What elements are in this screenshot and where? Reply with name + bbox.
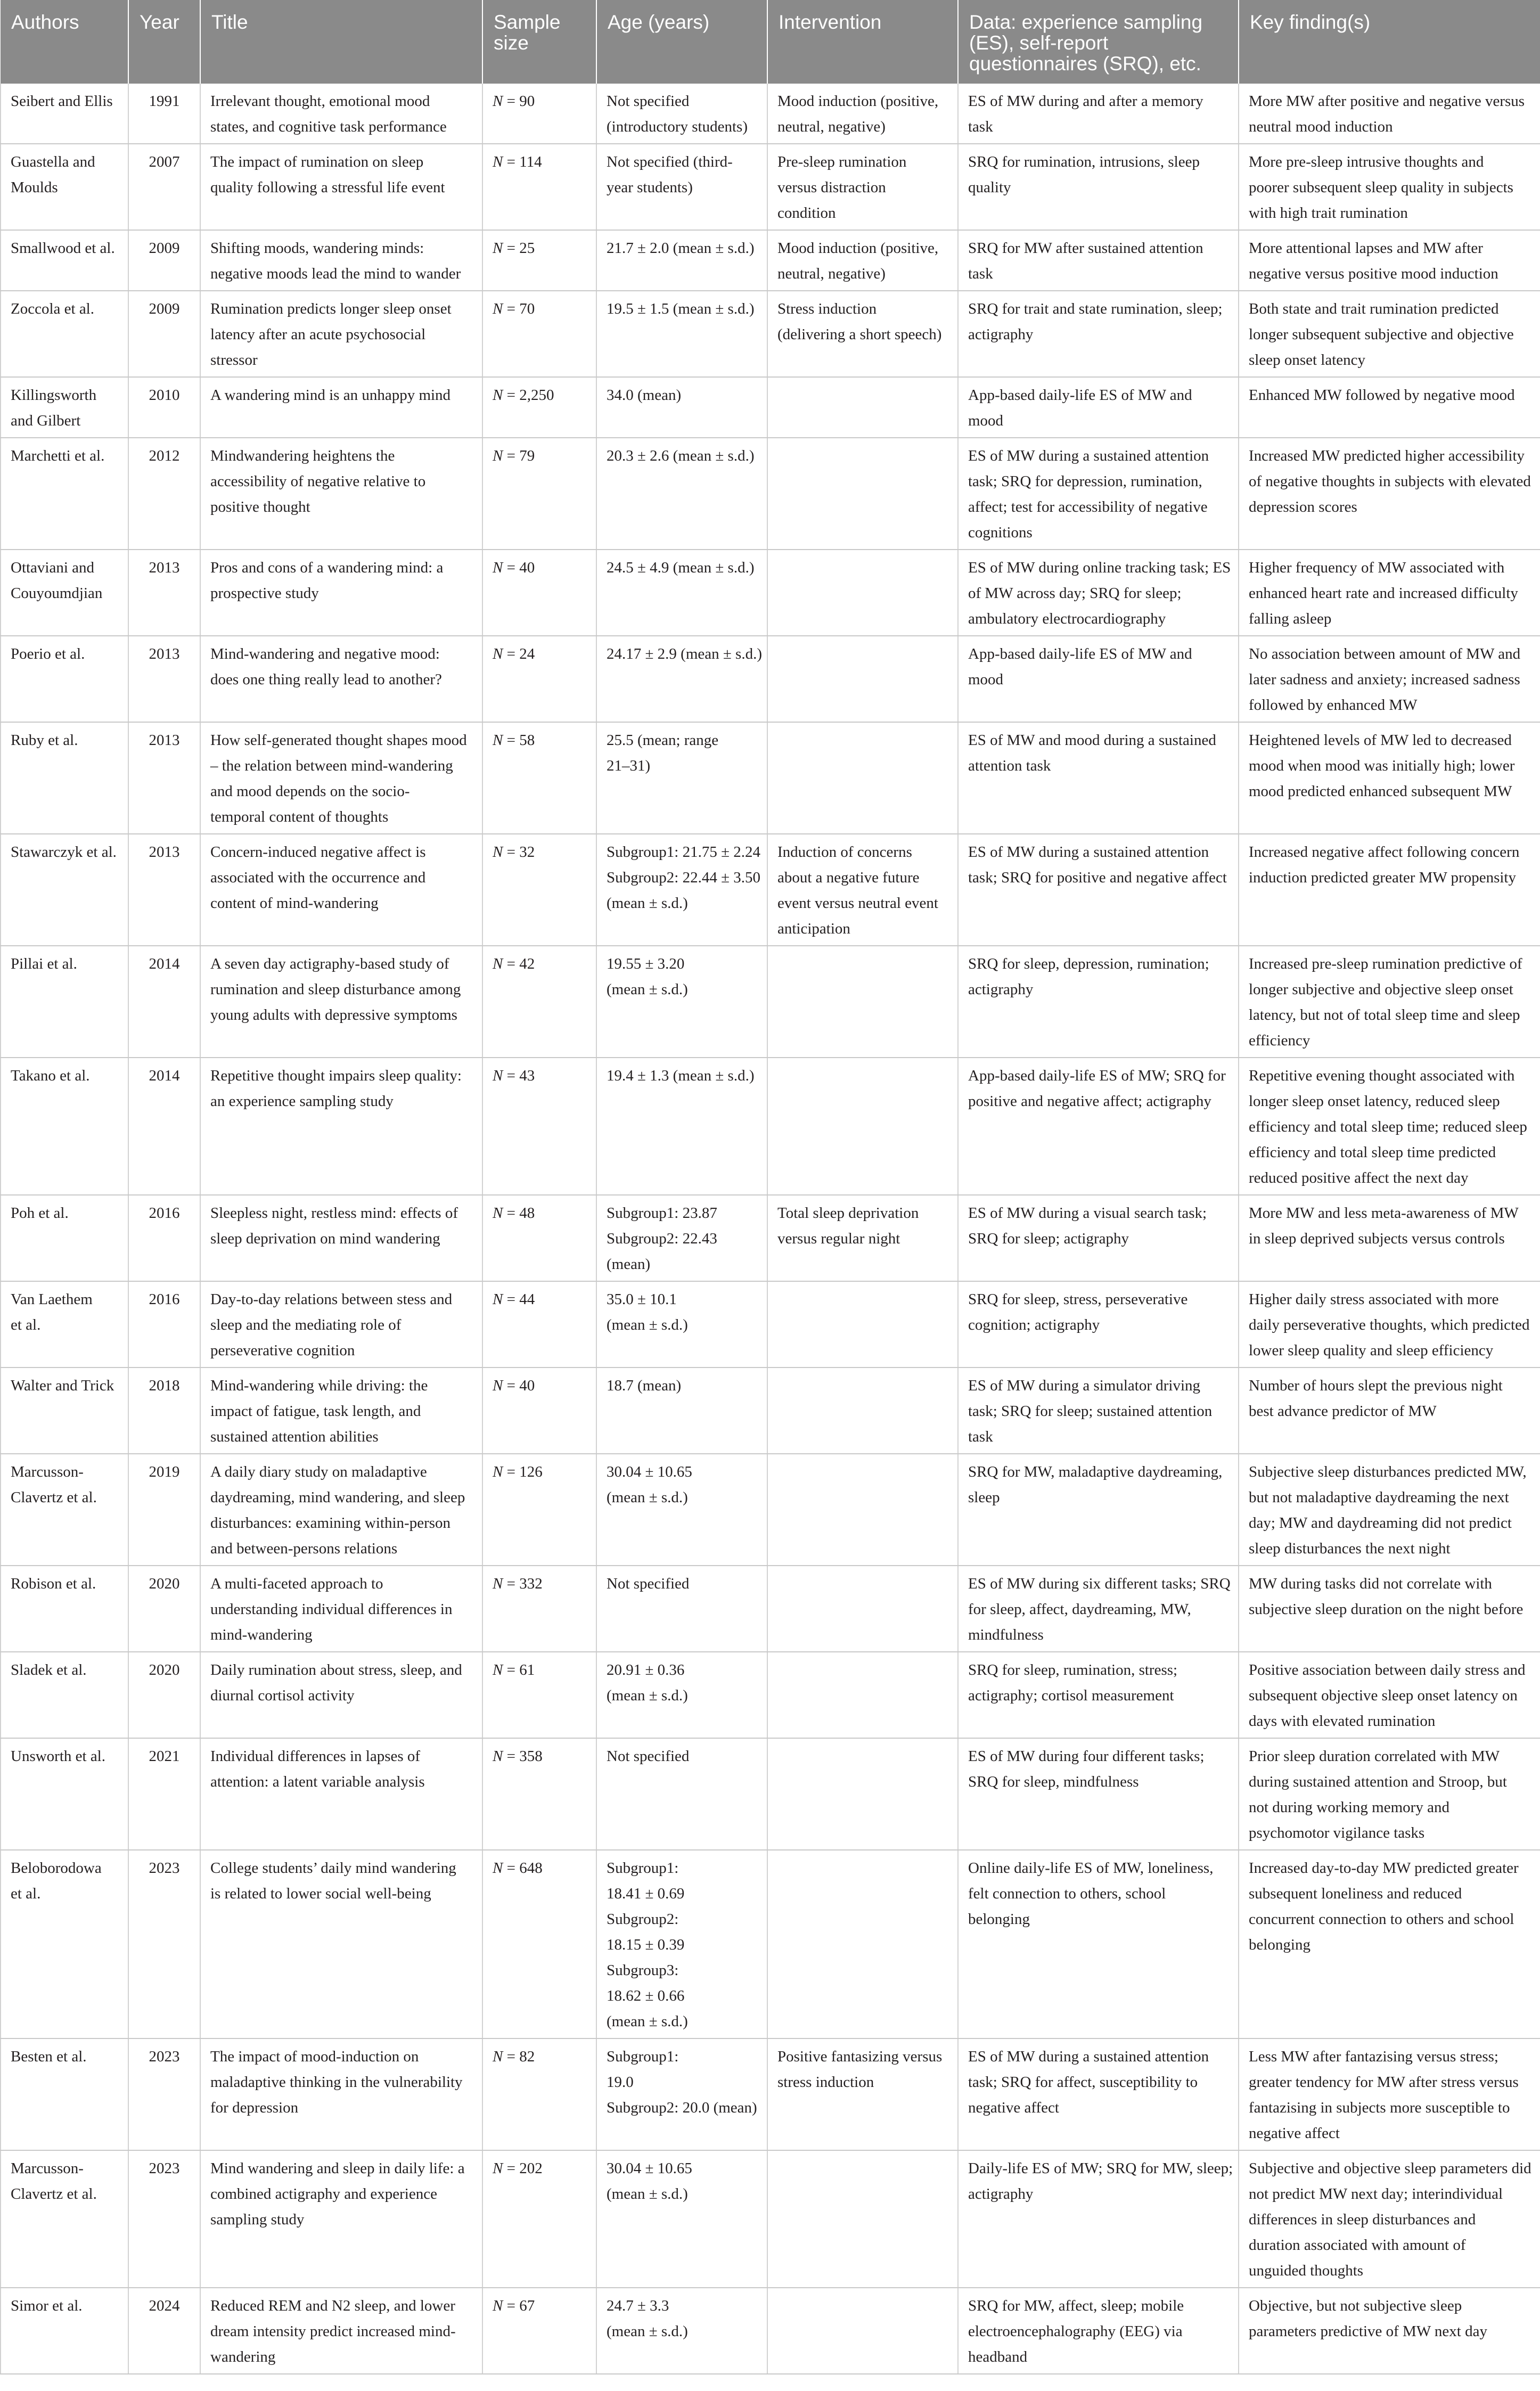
cell-key-findings: No association between amount of MW and later sadness and anxiety; increased sadness followed by enhanced MW	[1239, 636, 1540, 722]
cell-data: ES of MW during four different tasks; SRQ for sleep, mindfulness	[958, 1738, 1239, 1850]
cell-key-findings: Less MW after fantazising versus stress; greater tendency for MW after stress versus fantazising in subjects more susceptible to negative affect	[1239, 2038, 1540, 2150]
cell-data: SRQ for sleep, stress, perseverative cognition; actigraphy	[958, 1281, 1239, 1368]
table-row	[1, 1281, 1540, 1368]
sample-symbol: N	[493, 1067, 503, 1084]
cell-authors: Simor et al.	[1, 2288, 128, 2374]
table-row	[1, 550, 1540, 636]
sample-symbol: N	[493, 387, 503, 404]
cell-key-findings: Increased pre-sleep rumination predictive of longer subjective and objective sleep onset latency, but not of total sleep time and sleep efficiency	[1239, 946, 1540, 1058]
cell-sample-size: N = 24	[482, 636, 596, 722]
cell-title: Mind wandering and sleep in daily life: a combined actigraphy and experience sampling study	[200, 2150, 482, 2288]
cell-data: SRQ for rumination, intrusions, sleep quality	[958, 144, 1239, 230]
cell-year: 2020	[128, 1652, 200, 1738]
cell-year: 2014	[128, 1058, 200, 1195]
cell-authors: Ruby et al.	[1, 722, 128, 834]
table-body	[1, 84, 1540, 2374]
cell-data: App-based daily-life ES of MW; SRQ for positive and negative affect; actigraphy	[958, 1058, 1239, 1195]
table-row	[1, 1850, 1540, 2038]
cell-year: 2013	[128, 834, 200, 946]
table-row	[1, 1652, 1540, 1738]
cell-data: Online daily-life ES of MW, loneliness, felt connection to others, school belonging	[958, 1850, 1239, 2038]
cell-data: SRQ for MW, maladaptive daydreaming, sleep	[958, 1454, 1239, 1566]
sample-symbol: N	[493, 1463, 503, 1480]
cell-key-findings: More pre-sleep intrusive thoughts and poorer subsequent sleep quality in subjects with high trait rumination	[1239, 144, 1540, 230]
cell-authors: Takano et al.	[1, 1058, 128, 1195]
cell-key-findings: Increased negative affect following concern induction predicted greater MW propensity	[1239, 834, 1540, 946]
cell-sample-size: N = 79	[482, 438, 596, 550]
sample-symbol: N	[493, 1748, 503, 1765]
cell-age: Subgroup1: 23.87 Subgroup2: 22.43 (mean)	[596, 1195, 767, 1281]
cell-authors: Robison et al.	[1, 1566, 128, 1652]
cell-sample-size: N = 25	[482, 230, 596, 291]
cell-sample-size: N = 358	[482, 1738, 596, 1850]
cell-intervention	[767, 1566, 958, 1652]
cell-age: Subgroup1: 21.75 ± 2.24 Subgroup2: 22.44 ± 3.50 (mean ± s.d.)	[596, 834, 767, 946]
table-row	[1, 1368, 1540, 1454]
sample-symbol: N	[493, 1575, 503, 1592]
cell-title: Irrelevant thought, emotional mood states, and cognitive task performance	[200, 84, 482, 144]
cell-age: 30.04 ± 10.65 (mean ± s.d.)	[596, 1454, 767, 1566]
cell-sample-size: N = 42	[482, 946, 596, 1058]
cell-intervention	[767, 722, 958, 834]
cell-sample-size: N = 43	[482, 1058, 596, 1195]
cell-age: Subgroup1: 19.0 Subgroup2: 20.0 (mean)	[596, 2038, 767, 2150]
cell-authors: Zoccola et al.	[1, 291, 128, 377]
cell-intervention: Mood induction (positive, neutral, negative)	[767, 230, 958, 291]
cell-title: Concern-induced negative affect is associated with the occurrence and content of mind-wandering	[200, 834, 482, 946]
cell-authors: Marcusson- Clavertz et al.	[1, 1454, 128, 1566]
cell-data: Daily-life ES of MW; SRQ for MW, sleep; actigraphy	[958, 2150, 1239, 2288]
cell-title: Daily rumination about stress, sleep, and diurnal cortisol activity	[200, 1652, 482, 1738]
cell-sample-size: N = 40	[482, 550, 596, 636]
cell-sample-size: N = 202	[482, 2150, 596, 2288]
cell-authors: Ottaviani and Couyoumdjian	[1, 550, 128, 636]
cell-year: 2023	[128, 2038, 200, 2150]
header-authors: Authors	[1, 0, 128, 84]
cell-intervention: Pre-sleep rumination versus distraction condition	[767, 144, 958, 230]
sample-symbol: N	[493, 300, 503, 317]
cell-age: 19.5 ± 1.5 (mean ± s.d.)	[596, 291, 767, 377]
sample-symbol: N	[493, 1291, 503, 1308]
cell-key-findings: Enhanced MW followed by negative mood	[1239, 377, 1540, 438]
cell-age: 24.7 ± 3.3 (mean ± s.d.)	[596, 2288, 767, 2374]
cell-age: 30.04 ± 10.65 (mean ± s.d.)	[596, 2150, 767, 2288]
cell-key-findings: Higher frequency of MW associated with enhanced heart rate and increased difficulty falling asleep	[1239, 550, 1540, 636]
cell-intervention	[767, 1368, 958, 1454]
header-data: Data: experience sampling (ES), self-report questionnaires (SRQ), etc.	[958, 0, 1239, 84]
cell-sample-size: N = 67	[482, 2288, 596, 2374]
cell-year: 2024	[128, 2288, 200, 2374]
cell-intervention: Mood induction (positive, neutral, negative)	[767, 84, 958, 144]
cell-sample-size: N = 32	[482, 834, 596, 946]
cell-title: Reduced REM and N2 sleep, and lower dream intensity predict increased mind- wandering	[200, 2288, 482, 2374]
sample-symbol: N	[493, 447, 503, 464]
table-row	[1, 1566, 1540, 1652]
cell-year: 2020	[128, 1566, 200, 1652]
table-row	[1, 946, 1540, 1058]
cell-authors: Pillai et al.	[1, 946, 128, 1058]
cell-title: The impact of mood-induction on maladaptive thinking in the vulnerability for depression	[200, 2038, 482, 2150]
cell-age: Not specified (third- year students)	[596, 144, 767, 230]
sample-symbol: N	[493, 2048, 503, 2065]
cell-data: App-based daily-life ES of MW and mood	[958, 377, 1239, 438]
cell-title: College students’ daily mind wandering is related to lower social well-being	[200, 1850, 482, 2038]
cell-authors: Marcusson- Clavertz et al.	[1, 2150, 128, 2288]
table-row	[1, 2288, 1540, 2374]
cell-age: 20.91 ± 0.36 (mean ± s.d.)	[596, 1652, 767, 1738]
cell-intervention: Stress induction (delivering a short speech)	[767, 291, 958, 377]
cell-intervention: Induction of concerns about a negative future event versus neutral event anticipation	[767, 834, 958, 946]
cell-authors: Guastella and Moulds	[1, 144, 128, 230]
cell-sample-size: N = 648	[482, 1850, 596, 2038]
cell-year: 2014	[128, 946, 200, 1058]
cell-intervention	[767, 1454, 958, 1566]
cell-title: A multi-faceted approach to understanding individual differences in mind-wandering	[200, 1566, 482, 1652]
table-row	[1, 1738, 1540, 1850]
header-year: Year	[128, 0, 200, 84]
header-intervention: Intervention	[767, 0, 958, 84]
sample-symbol: N	[493, 559, 503, 576]
cell-intervention	[767, 2150, 958, 2288]
cell-key-findings: MW during tasks did not correlate with subjective sleep duration on the night before	[1239, 1566, 1540, 1652]
cell-age: 24.5 ± 4.9 (mean ± s.d.)	[596, 550, 767, 636]
table-row	[1, 722, 1540, 834]
table-row	[1, 144, 1540, 230]
cell-key-findings: Heightened levels of MW led to decreased mood when mood was initially high; lower mood predicted enhanced subsequent MW	[1239, 722, 1540, 834]
cell-key-findings: Increased day-to-day MW predicted greater subsequent loneliness and reduced concurrent connection to others and school belonging	[1239, 1850, 1540, 2038]
cell-authors: Poh et al.	[1, 1195, 128, 1281]
cell-year: 2016	[128, 1281, 200, 1368]
cell-year: 2019	[128, 1454, 200, 1566]
cell-year: 2010	[128, 377, 200, 438]
cell-key-findings: More attentional lapses and MW after negative versus positive mood induction	[1239, 230, 1540, 291]
cell-intervention	[767, 1850, 958, 2038]
cell-intervention	[767, 2288, 958, 2374]
cell-authors: Walter and Trick	[1, 1368, 128, 1454]
cell-title: Rumination predicts longer sleep onset latency after an acute psychosocial stressor	[200, 291, 482, 377]
cell-year: 1991	[128, 84, 200, 144]
table-row	[1, 84, 1540, 144]
table-row	[1, 438, 1540, 550]
cell-title: The impact of rumination on sleep quality following a stressful life event	[200, 144, 482, 230]
cell-key-findings: Increased MW predicted higher accessibility of negative thoughts in subjects with elevated depression scores	[1239, 438, 1540, 550]
sample-symbol: N	[493, 1661, 503, 1678]
table-row	[1, 1195, 1540, 1281]
cell-key-findings: Subjective sleep disturbances predicted MW, but not maladaptive daydreaming the next day; MW and daydreaming did not predict sleep disturbances the next night	[1239, 1454, 1540, 1566]
cell-intervention	[767, 377, 958, 438]
cell-age: 18.7 (mean)	[596, 1368, 767, 1454]
table-header	[1, 0, 1540, 84]
cell-intervention	[767, 550, 958, 636]
cell-intervention	[767, 946, 958, 1058]
sample-symbol: N	[493, 645, 503, 662]
header-title: Title	[200, 0, 482, 84]
cell-key-findings: More MW after positive and negative versus neutral mood induction	[1239, 84, 1540, 144]
cell-sample-size: N = 126	[482, 1454, 596, 1566]
cell-key-findings: Prior sleep duration correlated with MW during sustained attention and Stroop, but not during working memory and psychomotor vigilance tasks	[1239, 1738, 1540, 1850]
cell-age: Not specified	[596, 1566, 767, 1652]
sample-symbol: N	[493, 1860, 503, 1877]
sample-symbol: N	[493, 844, 503, 861]
cell-age: 19.55 ± 3.20 (mean ± s.d.)	[596, 946, 767, 1058]
cell-data: SRQ for sleep, rumination, stress; actigraphy; cortisol measurement	[958, 1652, 1239, 1738]
cell-data: ES of MW and mood during a sustained attention task	[958, 722, 1239, 834]
cell-age: Subgroup1: 18.41 ± 0.69 Subgroup2: 18.15 ± 0.39 Subgroup3: 18.62 ± 0.66 (mean ± s.d.)	[596, 1850, 767, 2038]
cell-intervention	[767, 1652, 958, 1738]
cell-data: ES of MW during a sustained attention task; SRQ for affect, susceptibility to negative affect	[958, 2038, 1239, 2150]
cell-age: Not specified (introductory students)	[596, 84, 767, 144]
cell-authors: Van Laethem et al.	[1, 1281, 128, 1368]
cell-authors: Beloborodowa et al.	[1, 1850, 128, 2038]
cell-age: Not specified	[596, 1738, 767, 1850]
cell-intervention	[767, 1738, 958, 1850]
cell-sample-size: N = 70	[482, 291, 596, 377]
cell-sample-size: N = 48	[482, 1195, 596, 1281]
cell-key-findings: Positive association between daily stress and subsequent objective sleep onset latency on days with elevated rumination	[1239, 1652, 1540, 1738]
cell-data: ES of MW during a sustained attention task; SRQ for depression, rumination, affect; test for accessibility of negative cognitions	[958, 438, 1239, 550]
cell-data: ES of MW during six different tasks; SRQ for sleep, affect, daydreaming, MW, mindfulness	[958, 1566, 1239, 1652]
table-row	[1, 1454, 1540, 1566]
sample-symbol: N	[493, 93, 503, 110]
sample-symbol: N	[493, 1205, 503, 1222]
cell-key-findings: Subjective and objective sleep parameters did not predict MW next day; interindividual differences in sleep disturbances and duration associated with amount of unguided thoughts	[1239, 2150, 1540, 2288]
cell-sample-size: N = 332	[482, 1566, 596, 1652]
cell-data: ES of MW during a sustained attention task; SRQ for positive and negative affect	[958, 834, 1239, 946]
cell-title: Sleepless night, restless mind: effects of sleep deprivation on mind wandering	[200, 1195, 482, 1281]
cell-age: 20.3 ± 2.6 (mean ± s.d.)	[596, 438, 767, 550]
cell-authors: Besten et al.	[1, 2038, 128, 2150]
cell-authors: Marchetti et al.	[1, 438, 128, 550]
table-row	[1, 2150, 1540, 2288]
sample-symbol: N	[493, 153, 503, 170]
cell-title: Mindwandering heightens the accessibility of negative relative to positive thought	[200, 438, 482, 550]
cell-year: 2007	[128, 144, 200, 230]
cell-year: 2018	[128, 1368, 200, 1454]
cell-age: 21.7 ± 2.0 (mean ± s.d.)	[596, 230, 767, 291]
cell-key-findings: Number of hours slept the previous night best advance predictor of MW	[1239, 1368, 1540, 1454]
cell-sample-size: N = 58	[482, 722, 596, 834]
cell-year: 2009	[128, 291, 200, 377]
cell-authors: Smallwood et al.	[1, 230, 128, 291]
cell-sample-size: N = 82	[482, 2038, 596, 2150]
cell-year: 2013	[128, 550, 200, 636]
cell-authors: Sladek et al.	[1, 1652, 128, 1738]
cell-data: ES of MW during a simulator driving task; SRQ for sleep; sustained attention task	[958, 1368, 1239, 1454]
cell-authors: Seibert and Ellis	[1, 84, 128, 144]
header-key-findings: Key finding(s)	[1239, 0, 1540, 84]
cell-key-findings: Objective, but not subjective sleep parameters predictive of MW next day	[1239, 2288, 1540, 2374]
cell-age: 24.17 ± 2.9 (mean ± s.d.)	[596, 636, 767, 722]
table-row	[1, 377, 1540, 438]
header-row	[1, 0, 1540, 84]
cell-year: 2016	[128, 1195, 200, 1281]
cell-year: 2023	[128, 1850, 200, 2038]
table-row	[1, 834, 1540, 946]
cell-title: Shifting moods, wandering minds: negative moods lead the mind to wander	[200, 230, 482, 291]
cell-data: App-based daily-life ES of MW and mood	[958, 636, 1239, 722]
table-row	[1, 1058, 1540, 1195]
sample-symbol: N	[493, 240, 503, 257]
sample-symbol: N	[493, 1377, 503, 1394]
cell-authors: Poerio et al.	[1, 636, 128, 722]
sample-symbol: N	[493, 732, 503, 749]
cell-data: ES of MW during and after a memory task	[958, 84, 1239, 144]
table-row	[1, 2038, 1540, 2150]
cell-title: Individual differences in lapses of attention: a latent variable analysis	[200, 1738, 482, 1850]
cell-sample-size: N = 61	[482, 1652, 596, 1738]
cell-age: 35.0 ± 10.1 (mean ± s.d.)	[596, 1281, 767, 1368]
cell-data: SRQ for MW after sustained attention task	[958, 230, 1239, 291]
cell-year: 2009	[128, 230, 200, 291]
cell-intervention	[767, 1281, 958, 1368]
sample-symbol: N	[493, 2297, 503, 2314]
cell-data: SRQ for sleep, depression, rumination; actigraphy	[958, 946, 1239, 1058]
cell-title: How self-generated thought shapes mood – the relation between mind-wandering and mood depends on the socio- temporal content of thoughts	[200, 722, 482, 834]
cell-data: SRQ for trait and state rumination, sleep; actigraphy	[958, 291, 1239, 377]
cell-key-findings: More MW and less meta-awareness of MW in sleep deprived subjects versus controls	[1239, 1195, 1540, 1281]
cell-data: ES of MW during online tracking task; ES of MW across day; SRQ for sleep; ambulatory electrocardiography	[958, 550, 1239, 636]
cell-key-findings: Both state and trait rumination predicted longer subsequent subjective and objective sleep onset latency	[1239, 291, 1540, 377]
cell-age: 34.0 (mean)	[596, 377, 767, 438]
table-row	[1, 291, 1540, 377]
cell-intervention	[767, 1058, 958, 1195]
cell-year: 2021	[128, 1738, 200, 1850]
sample-symbol: N	[493, 955, 503, 972]
cell-intervention: Positive fantasizing versus stress induction	[767, 2038, 958, 2150]
cell-year: 2023	[128, 2150, 200, 2288]
cell-sample-size: N = 40	[482, 1368, 596, 1454]
cell-title: A daily diary study on maladaptive daydreaming, mind wandering, and sleep disturbances: examining within-person and between-persons relations	[200, 1454, 482, 1566]
cell-sample-size: N = 2,250	[482, 377, 596, 438]
table-row	[1, 636, 1540, 722]
cell-title: Day-to-day relations between stess and sleep and the mediating role of perseverative cognition	[200, 1281, 482, 1368]
cell-age: 25.5 (mean; range 21–31)	[596, 722, 767, 834]
cell-intervention	[767, 636, 958, 722]
cell-title: A wandering mind is an unhappy mind	[200, 377, 482, 438]
cell-title: A seven day actigraphy-based study of rumination and sleep disturbance among young adults with depressive symptoms	[200, 946, 482, 1058]
cell-sample-size: N = 90	[482, 84, 596, 144]
cell-year: 2013	[128, 722, 200, 834]
cell-intervention: Total sleep deprivation versus regular night	[767, 1195, 958, 1281]
sample-symbol: N	[493, 2160, 503, 2177]
cell-title: Repetitive thought impairs sleep quality: an experience sampling study	[200, 1058, 482, 1195]
cell-intervention	[767, 438, 958, 550]
cell-data: SRQ for MW, affect, sleep; mobile electroencephalography (EEG) via headband	[958, 2288, 1239, 2374]
cell-authors: Killingsworth and Gilbert	[1, 377, 128, 438]
cell-authors: Unsworth et al.	[1, 1738, 128, 1850]
cell-data: ES of MW during a visual search task; SRQ for sleep; actigraphy	[958, 1195, 1239, 1281]
header-age: Age (years)	[596, 0, 767, 84]
cell-authors: Stawarczyk et al.	[1, 834, 128, 946]
header-sample-size: Sample size	[482, 0, 596, 84]
cell-year: 2012	[128, 438, 200, 550]
cell-sample-size: N = 114	[482, 144, 596, 230]
cell-sample-size: N = 44	[482, 1281, 596, 1368]
cell-title: Mind-wandering while driving: the impact of fatigue, task length, and sustained attention abilities	[200, 1368, 482, 1454]
cell-age: 19.4 ± 1.3 (mean ± s.d.)	[596, 1058, 767, 1195]
cell-key-findings: Higher daily stress associated with more daily perseverative thoughts, which predicted lower sleep quality and sleep efficiency	[1239, 1281, 1540, 1368]
cell-title: Pros and cons of a wandering mind: a prospective study	[200, 550, 482, 636]
cell-key-findings: Repetitive evening thought associated with longer sleep onset latency, reduced sleep efficiency and total sleep time; reduced sleep efficiency and total sleep time predicted reduced positive affect the next day	[1239, 1058, 1540, 1195]
cell-title: Mind-wandering and negative mood: does one thing really lead to another?	[200, 636, 482, 722]
table-row	[1, 230, 1540, 291]
cell-year: 2013	[128, 636, 200, 722]
